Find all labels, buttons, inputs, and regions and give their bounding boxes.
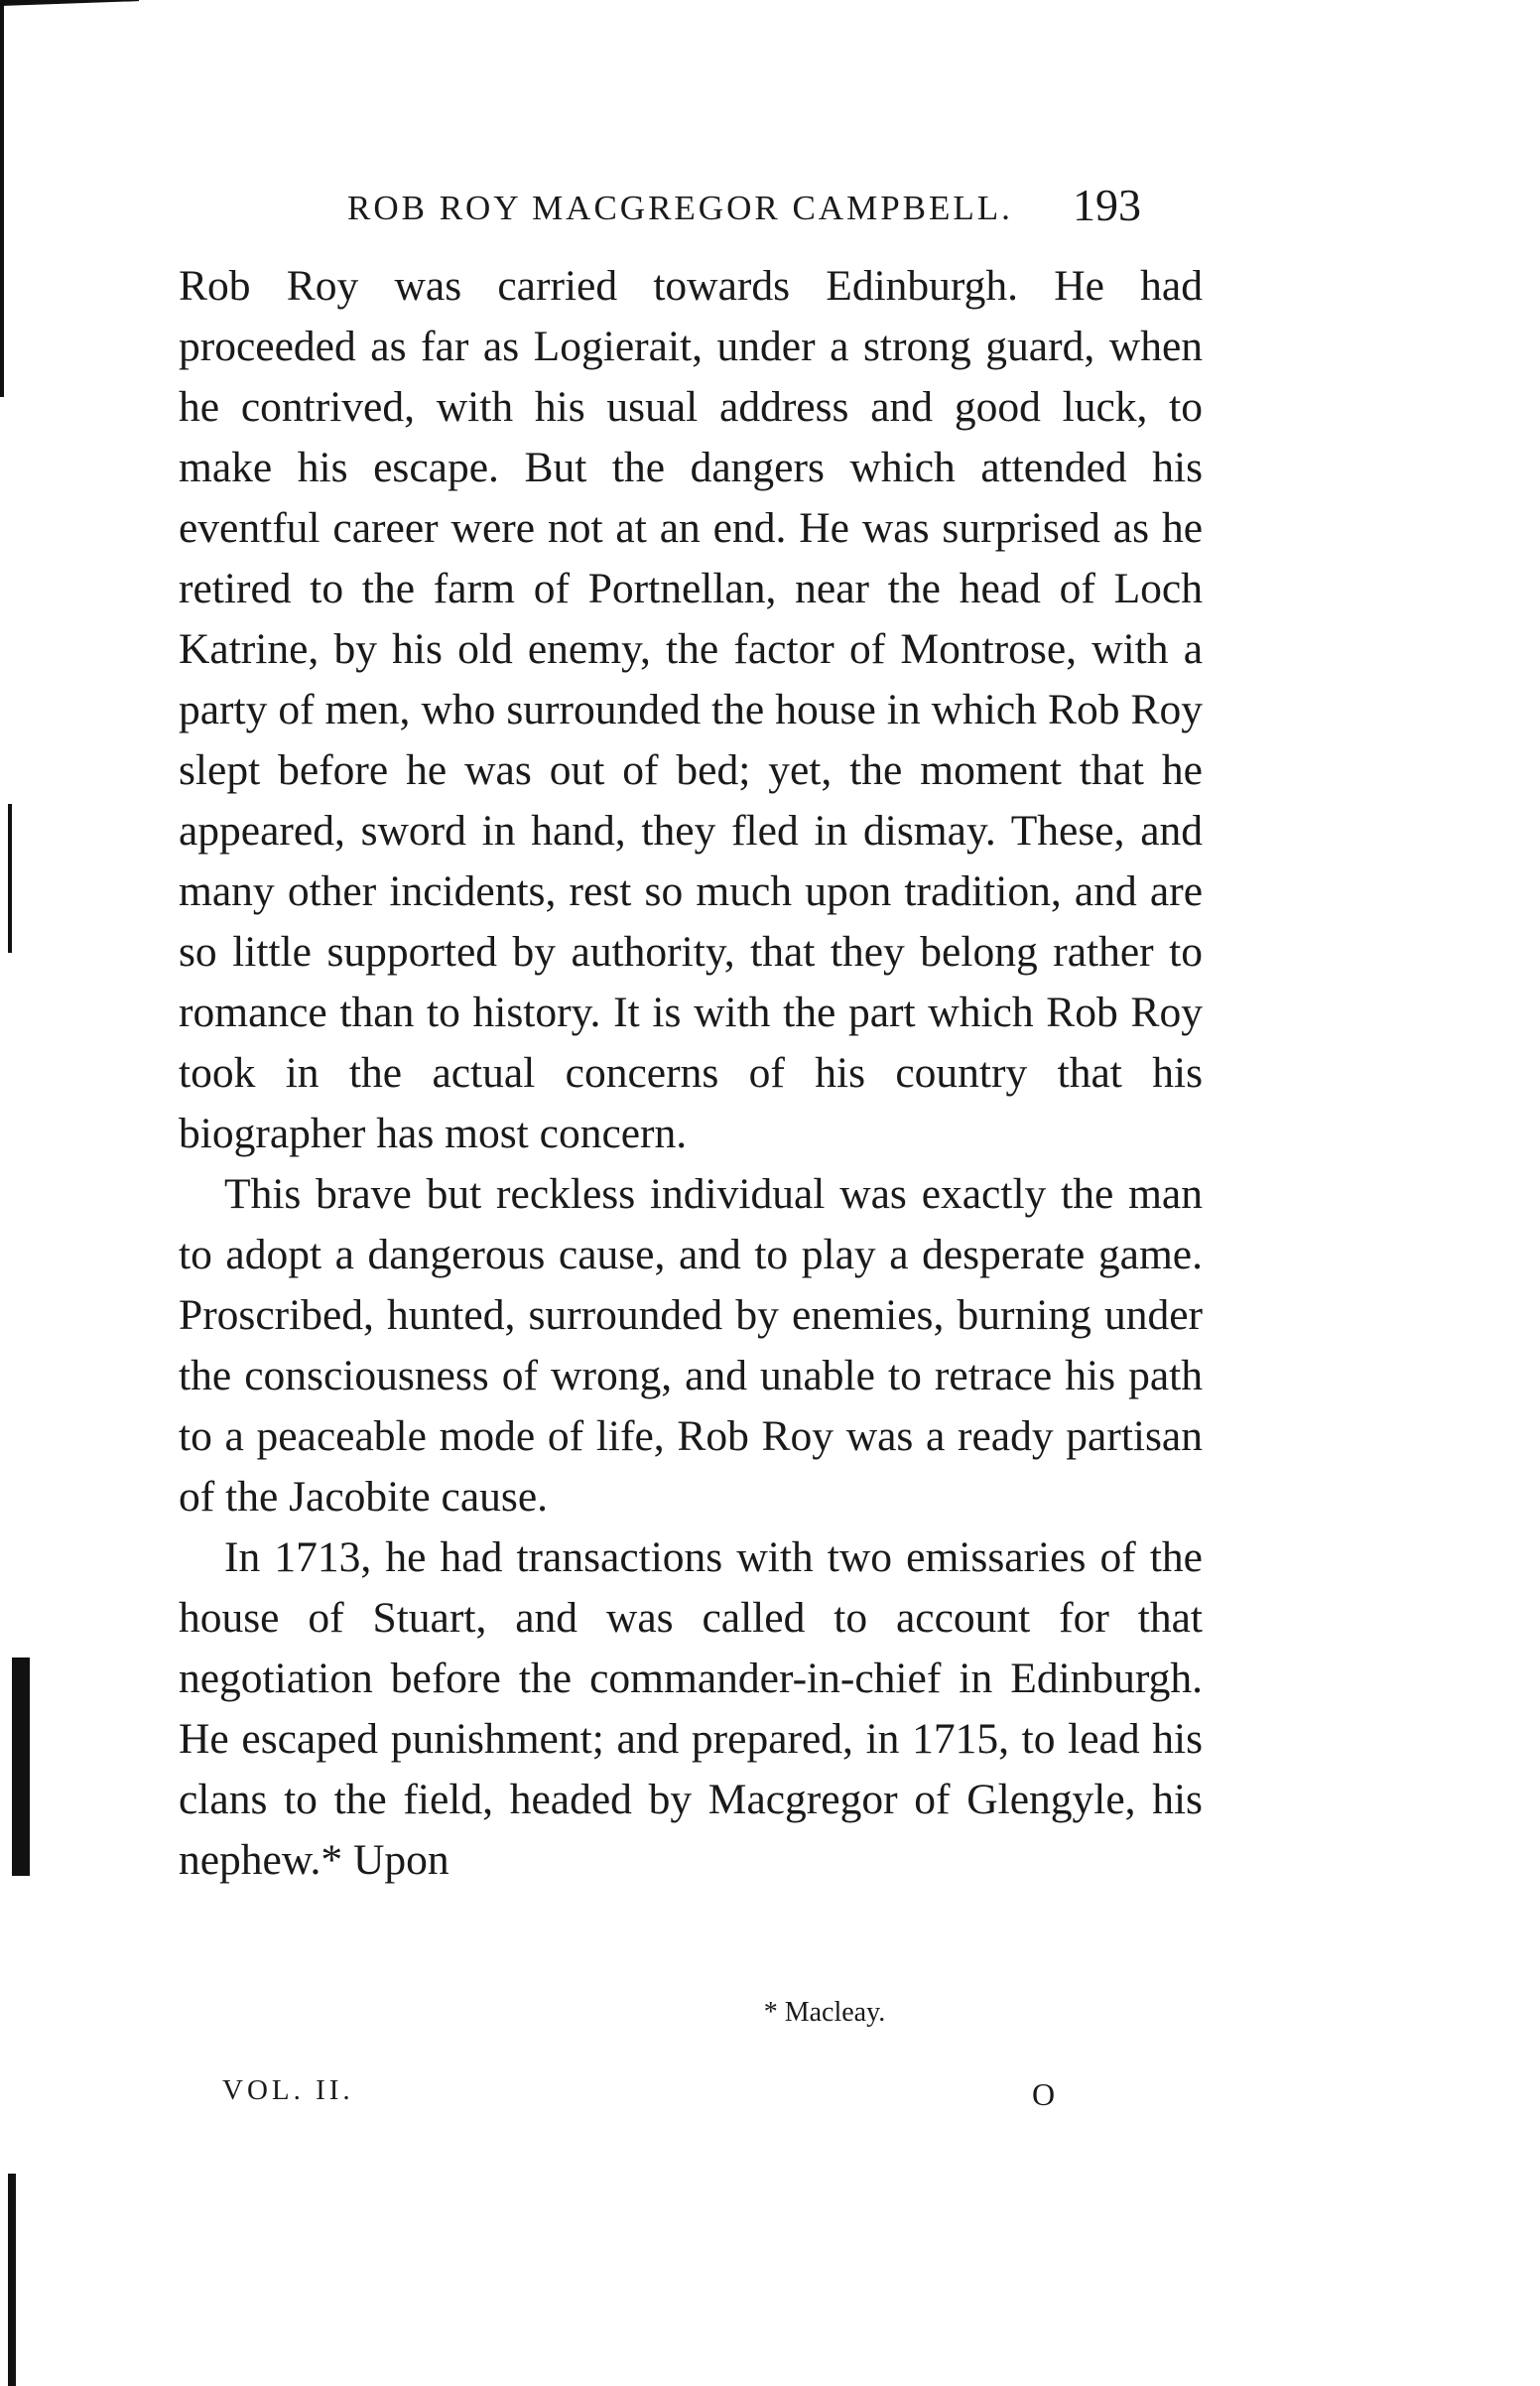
volume-signature: VOL. II. <box>222 2074 354 2106</box>
running-title: ROB ROY MACGREGOR CAMPBELL. <box>347 189 1013 227</box>
scan-edge-left-top <box>0 0 4 397</box>
footnote: * Macleay. <box>763 1997 886 2028</box>
page-number: 193 <box>1073 180 1141 230</box>
paragraph-3: In 1713, he had transactions with two emissaries of the house of Stuart, and was called to account for that negotiation before the commander-in-chief in Edinburgh. He escaped punishment; and prepared, in 1715, to lead his clans to the field, headed by Macgregor of Glengyle, his nephew.* Upon <box>179 1533 1203 1884</box>
body-text <box>179 256 1203 1891</box>
quire-mark: O <box>1032 2076 1056 2112</box>
paragraph-2: This brave but reckless individual was exactly the man to adopt a dangerous cause, and to play a desperate game. Proscribed, hunted, surrounded by enemies, burning under the consciousness of wrong, and unable to retrace his path to a peaceable mode of life, Rob Roy was a ready partisan of the Jacobite cause. <box>179 1170 1203 1521</box>
paragraph-1: Rob Roy was carried towards Edinburgh. He had proceeded as far as Logierait, under a strong guard, when he contrived, with his usual address and good luck, to make his escape. But the dangers which attended his eventful career were not at an end. He was surprised as he retired to the farm of Portnellan, near the head of Loch Katrine, by his old enemy, the factor of Montrose, with a party of men, who surrounded the house in which Rob Roy slept before he was out of bed; yet, the moment that he appeared, sword in hand, they fled in dismay. These, and many other incidents, rest so much upon tradition, and are so little supported by authority, that they belong rather to romance than to history. It is with the part which Rob Roy took in the actual concerns of his country that his biographer has most concern. <box>179 262 1203 1157</box>
running-head <box>347 179 1141 238</box>
scan-edge-left-bottom <box>8 2174 16 2386</box>
scan-edge-left-dark <box>12 1657 30 1876</box>
scan-edge-top <box>0 0 139 6</box>
scan-edge-left-mid <box>8 804 12 953</box>
